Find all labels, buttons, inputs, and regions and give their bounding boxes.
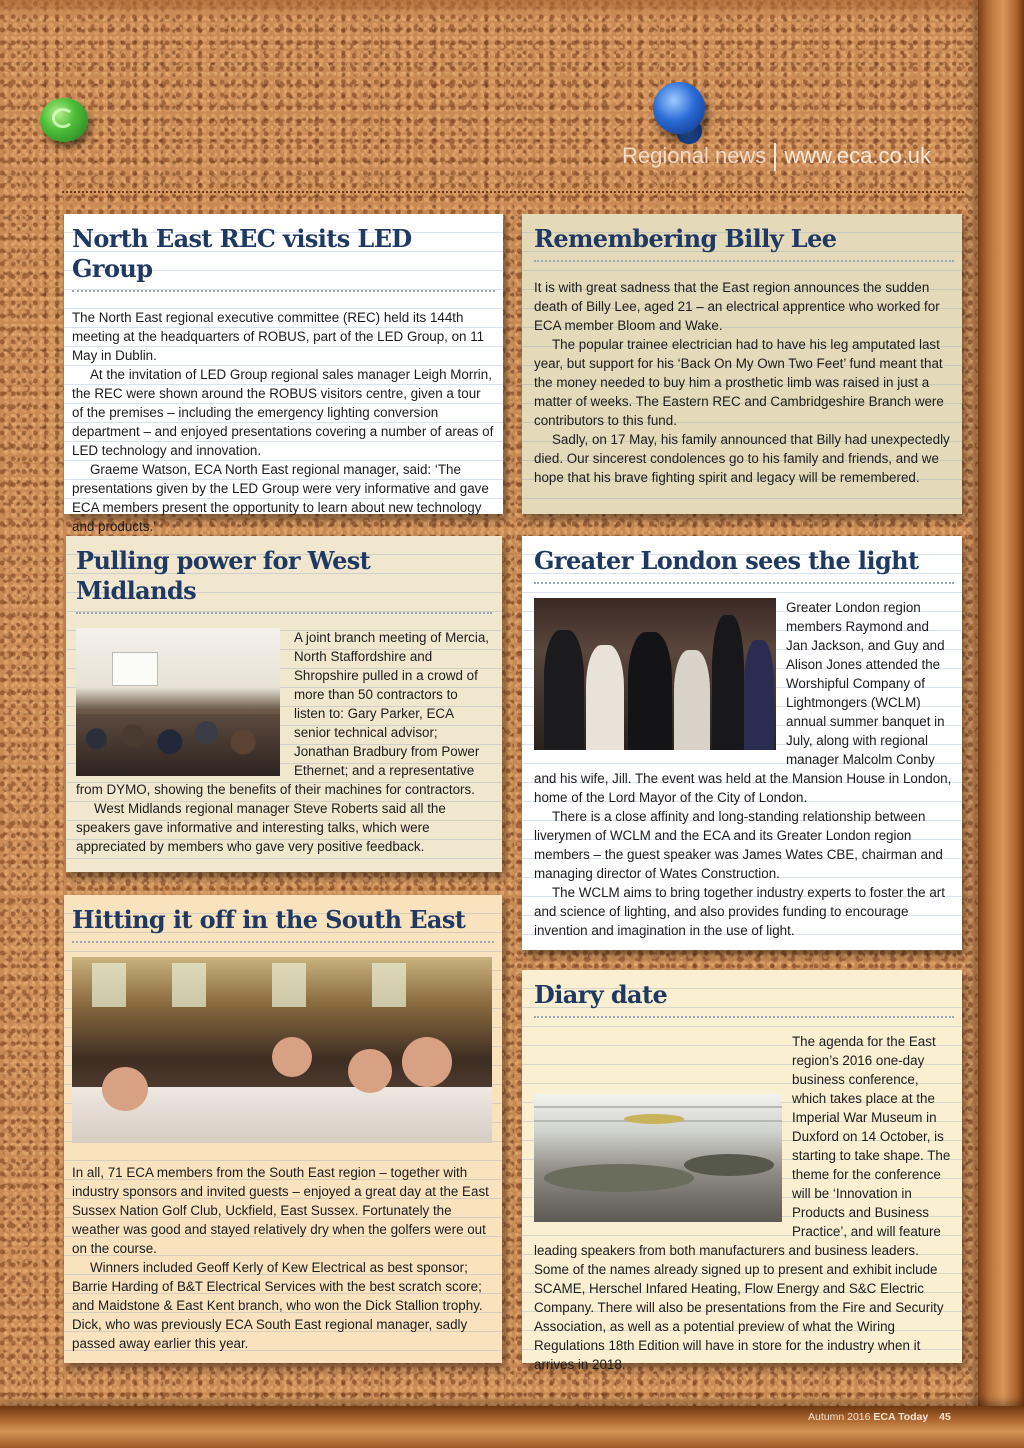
guest-figure bbox=[628, 632, 672, 750]
article-paragraph: Graeme Watson, ECA North East regional manager, said: ‘The presentations given by the LED Group were very informative and gave ECA members present the opportunity to learn about new technology and products.’ bbox=[72, 462, 489, 534]
banquet-photo bbox=[534, 598, 776, 750]
museum-hangar-photo bbox=[534, 1094, 782, 1222]
section-header bbox=[622, 143, 931, 171]
article-paragraph: The popular trainee electrician had to have his leg amputated last year, but support for his ‘Back On My Own Two Feet’ fund meant that the money needed to buy him a prosthetic limb was raised in just a matter of weeks. The Eastern REC and Cambridgeshire Branch were contributors to this fund. bbox=[534, 337, 944, 428]
article-paragraph: The WCLM aims to bring together industry experts to foster the art and science of lighting, and also provides funding to encourage invention and imagination in the use of light. bbox=[534, 885, 945, 938]
guest-figure bbox=[544, 630, 584, 750]
article-paragraph: There is a close affinity and long-standing relationship between liverymen of WCLM and the ECA and its Greater London region members – the guest speaker was James Wates CBE, chairman and managing director of Wates Construction. bbox=[534, 809, 943, 881]
diner bbox=[102, 1067, 148, 1111]
page-number: 45 bbox=[939, 1411, 951, 1423]
article-title: Pulling power for West Midlands bbox=[76, 546, 492, 614]
meeting-photo bbox=[76, 628, 280, 776]
article-title: Hitting it off in the South East bbox=[72, 905, 494, 943]
article-title: Remembering Billy Lee bbox=[534, 224, 954, 262]
page-footer bbox=[808, 1411, 951, 1423]
aircraft bbox=[624, 1114, 684, 1124]
article-west-midlands bbox=[66, 536, 502, 872]
article-greater-london bbox=[522, 536, 962, 950]
section-label: Regional news bbox=[622, 143, 767, 168]
article-paragraph: A joint branch meeting of Mercia, North Staffordshire and Shropshire pulled in a crowd of more than 50 contractors to listen to: Gary Parker, ECA senior technical advisor; Jonathan Bradbury from Power Ethernet; and a representative from DYMO, showing the benefits of their machines for contractors. bbox=[76, 630, 490, 797]
aircraft bbox=[684, 1154, 774, 1176]
window bbox=[92, 963, 126, 1007]
magazine-name: ECA Today bbox=[873, 1411, 929, 1423]
window bbox=[272, 963, 306, 1007]
diner bbox=[348, 1049, 392, 1093]
header-divider bbox=[774, 143, 776, 171]
guest-figure bbox=[674, 650, 710, 750]
article-paragraph: Greater London region members Raymond and Jan Jackson, and Guy and Alison Jones attended the Worshipful Company of Lightmongers (WCLM) annual summer banquet in July, along with regional manager Malcolm Conby and his wife, Jill. The event was held at the Mansion House in London, home of the Lord Mayor of the City of London. bbox=[534, 600, 952, 805]
roof-beam bbox=[534, 1106, 782, 1108]
article-paragraph: The North East regional executive committee (REC) held its 144th meeting at the headquarters of ROBUS, part of the LED Group, on 11 May in Dublin. bbox=[72, 310, 485, 363]
green-pushpin-icon bbox=[40, 98, 88, 142]
article-title: North East REC visits LED Group bbox=[72, 224, 495, 292]
article-paragraph: In all, 71 ECA members from the South East region – together with industry sponsors and invited guests – enjoyed a great day at the East Sussex Nation Golf Club, Uckfield, East Sussex. Fortunately the weather was good and stayed relatively dry when the golfers were out on the course. bbox=[72, 1165, 489, 1256]
golf-dinner-photo bbox=[72, 957, 492, 1143]
diner bbox=[272, 1037, 312, 1077]
website-link[interactable]: www.eca.co.uk bbox=[784, 143, 932, 168]
header-rule bbox=[62, 191, 964, 193]
article-diary-date bbox=[522, 970, 962, 1372]
guest-figure bbox=[712, 615, 744, 750]
guest-figure bbox=[586, 645, 624, 750]
diner bbox=[402, 1037, 452, 1087]
article-title: Diary date bbox=[534, 980, 954, 1018]
article-paragraph: Winners included Geoff Kerly of Kew Electrical as best sponsor; Barrie Harding of B&T Electrical Services with the best scratch score; and Maidstone & East Kent branch, who won the Dick Stallion trophy. Dick, who was previously ECA South East regional manager, sadly passed away earlier this year. bbox=[72, 1260, 483, 1351]
article-paragraph: The agenda for the East region’s 2016 one-day business conference, which takes place at the Imperial War Museum in Duxford on 14 October, is starting to take shape. The theme for the conference will be ‘Innovation in Products and Business Practice’, and will feature leading speakers from both manufacturers and business leaders. Some of the names already signed up to present and exhibit include SCAME, Herschel Infared Heating, Flow Energy and S&C Electric Company. There will also be presentations from the Fire and Security Association, as well as a potential preview of what the Wiring Regulations 18th Edition will have in store for the industry when it arrives in 2018. bbox=[534, 1034, 951, 1372]
corkboard-frame-right bbox=[978, 0, 1024, 1448]
issue-date: Autumn 2016 bbox=[808, 1411, 871, 1423]
article-title: Greater London sees the light bbox=[534, 546, 954, 584]
article-paragraph: Sadly, on 17 May, his family announced that Billy had unexpectedly died. Our sincerest condolences go to his family and friends, and we hope that his brave fighting spirit and legacy will be remembered. bbox=[534, 432, 950, 485]
article-paragraph: West Midlands regional manager Steve Roberts said all the speakers gave informative and interesting talks, which were appreciated by members who gave very positive feedback. bbox=[76, 801, 446, 854]
window bbox=[172, 963, 206, 1007]
window bbox=[372, 963, 406, 1007]
article-north-east bbox=[64, 214, 503, 534]
corkboard-frame-top bbox=[0, 0, 1024, 14]
audience bbox=[76, 714, 280, 776]
article-paragraph: At the invitation of LED Group regional sales manager Leigh Morrin, the REC were shown around the ROBUS visitors centre, given a tour of the premises – including the emergency lighting conversion department – and enjoyed presentations covering a number of areas of LED technology and innovation. bbox=[72, 367, 494, 458]
blue-pushpin-icon bbox=[653, 82, 705, 134]
guest-figure bbox=[744, 640, 774, 750]
projector-screen bbox=[112, 652, 158, 686]
article-billy-lee bbox=[522, 214, 962, 514]
article-paragraph: It is with great sadness that the East region announces the sudden death of Billy Lee, aged 21 – an electrical apprentice who worked for ECA member Bloom and Wake. bbox=[534, 280, 940, 333]
article-south-east bbox=[64, 895, 502, 1363]
aircraft bbox=[544, 1164, 694, 1192]
